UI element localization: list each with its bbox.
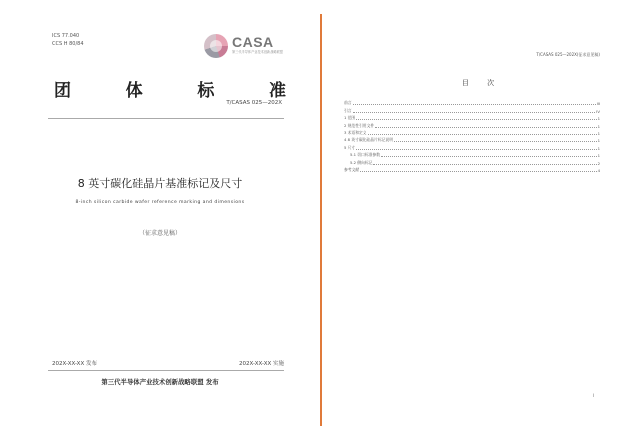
toc-leader-dots [360,171,596,172]
toc-leader-dots [375,127,596,128]
toc-entry-page: 1 [597,123,600,129]
toc-leader-dots [368,134,597,135]
document-title-en: 8-inch silicon carbide wafer reference marking and dimensions [75,200,245,205]
ics-code: ICS 77.040 [52,33,80,39]
toc-entry-page: 1 [597,145,600,151]
toc-entry[interactable] [344,99,600,106]
publish-date: 202X-XX-XX 发布 [52,361,97,367]
toc-entry[interactable] [344,158,600,165]
toc-leader-dots [356,149,596,150]
toc-entry[interactable] [344,106,600,113]
toc-entry-page: 1 [597,153,600,159]
toc-entry-label: 5.2 侧向标记 [350,159,373,165]
toc-entry-page: 2 [597,160,600,166]
standard-type-char: 团 [54,81,71,101]
classification-codes [52,32,84,48]
toc-leader-dots [353,112,596,113]
toc-entry-page: 1 [597,116,600,122]
issuer: 第三代半导体产业技术创新战略联盟 发布 [101,378,219,386]
toc-entry-label: 5.1 切口标准参数 [350,152,381,158]
toc-leader-dots [394,141,597,142]
toc-entry[interactable] [344,121,600,128]
toc-entry-page: 1 [597,130,600,136]
toc-entry[interactable] [344,136,600,143]
document-title-cn: 8 英寸碳化硅晶片基准标记及尺寸 [77,177,243,190]
page-divider [320,14,322,426]
standard-number: T/CASAS 025—202X [226,100,282,106]
top-rule [48,118,284,119]
running-header: T/CASAS 025—202X(征求意见稿) [536,52,600,57]
toc-entry-label: 5 尺寸 [344,144,356,150]
toc-entry-page: 4 [597,167,600,173]
ccs-code: CCS H 80/84 [52,41,84,47]
toc-leader-dots [356,119,596,120]
toc-page [324,0,640,441]
page-number: I [592,393,594,398]
toc-entry-page: IV [596,108,600,114]
draft-note: （征求意见稿） [138,230,181,237]
toc-leader-dots [373,164,596,165]
toc-entry[interactable] [344,114,600,121]
toc-entry[interactable] [344,166,600,173]
toc-entry-label: 3 术语和定义 [344,129,367,135]
toc-entry[interactable] [344,151,600,158]
toc-entry-label: 参考文献 [344,166,360,172]
toc-entry-label: 前言 [344,100,352,106]
table-of-contents [344,99,600,173]
toc-entry[interactable] [344,143,600,150]
implement-date: 202X-XX-XX 实施 [239,361,284,367]
casa-logo [204,34,296,60]
toc-entry-label: 1 范围 [344,115,356,121]
logo-subtitle: 第三代半导体产业技术创新战略联盟 [232,50,283,54]
standard-type-char: 标 [197,81,215,101]
toc-entry-label: 引言 [344,107,352,113]
standard-type-heading [54,76,286,101]
standard-type-char: 体 [125,81,143,101]
toc-entry[interactable] [344,129,600,136]
toc-leader-dots [353,104,596,105]
bottom-rule [48,370,284,371]
toc-entry-page: III [596,101,600,107]
logo-text: CASA [232,34,274,50]
toc-entry-label: 2 规范性引用文件 [344,122,375,128]
standard-type-char: 准 [268,81,286,101]
toc-title: 目 次 [461,79,503,87]
toc-entry-label: 4 8 英寸碳化硅晶片标记说明 [344,137,394,143]
toc-entry-page: 1 [597,138,600,144]
casa-logo-mark-icon [204,34,228,58]
toc-leader-dots [381,156,597,157]
